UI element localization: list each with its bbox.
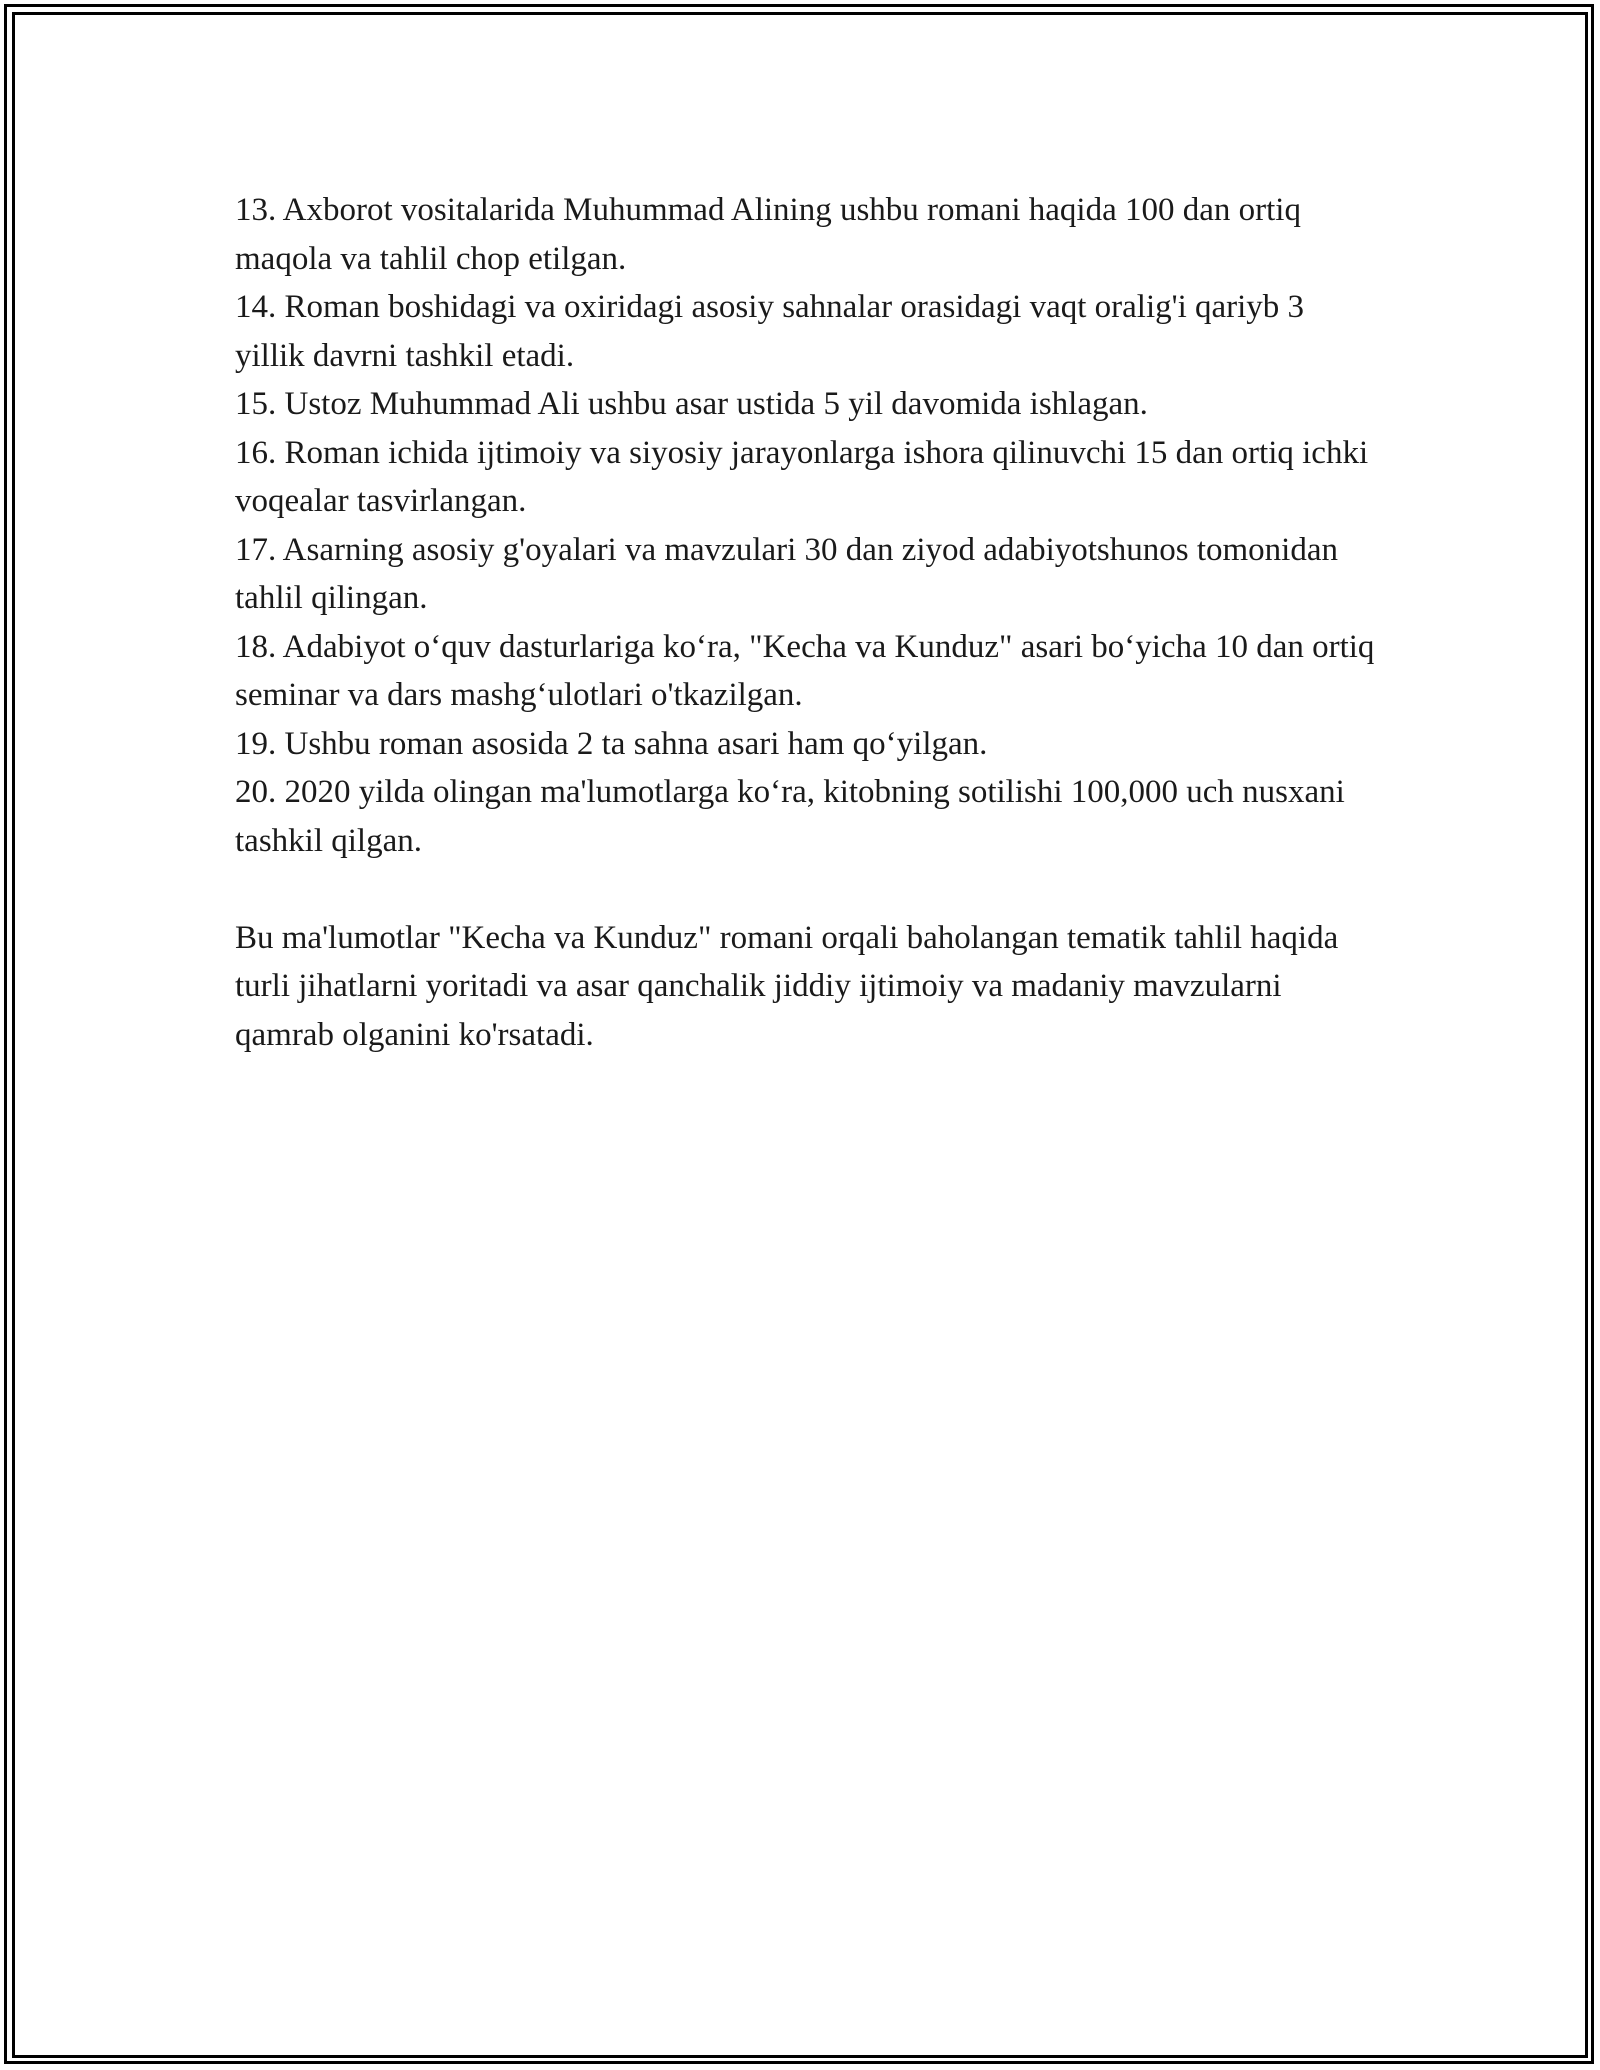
list-item-15: 15. Ustoz Muhummad Ali ushbu asar ustida 5 yil davomida ishlagan.: [235, 386, 1148, 422]
list-item-17: 17. Asarning asosiy g'oyalari va mavzulari 30 dan ziyod adabiyotshunos tomonidan tahlil qilingan.: [235, 531, 1338, 616]
list-item-19: 19. Ushbu roman asosida 2 ta sahna asari ham qoʻyilgan.: [235, 725, 988, 762]
list-item-20: 20. 2020 yilda olingan ma'lumotlarga koʻra, kitobning sotilishi 100,000 uch nusxani tashkil qilgan.: [235, 774, 1345, 859]
list-item-16: 16. Roman ichida ijtimoiy va siyosiy jarayonlarga ishora qilinuvchi 15 dan ortiq ichki voqealar tasvirlangan.: [235, 434, 1369, 519]
list-item-13: 13. Axborot vositalarida Muhummad Alining ushbu romani haqida 100 dan ortiq maqola va tahlil chop etilgan.: [235, 192, 1301, 277]
list-item-18: 18. Adabiyot oʻquv dasturlariga koʻra, "Kecha va Kunduz" asari boʻyicha 10 dan ortiq seminar va dars mashgʻulotlari o'tkazilgan.: [235, 628, 1375, 713]
list-item-14: 14. Roman boshidagi va oxiridagi asosiy sahnalar orasidagi vaqt oralig'i qariyb 3 yillik davrni tashkil etadi.: [235, 289, 1305, 374]
conclusion-paragraph: Bu ma'lumotlar "Kecha va Kunduz" romani orqali baholangan tematik tahlil haqida turli jihatlarni yoritadi va asar qanchalik jiddiy ijtimoiy va madaniy mavzularni qamrab olganini ko'rsatadi.: [235, 919, 1339, 1053]
document-body: [235, 186, 1375, 1059]
